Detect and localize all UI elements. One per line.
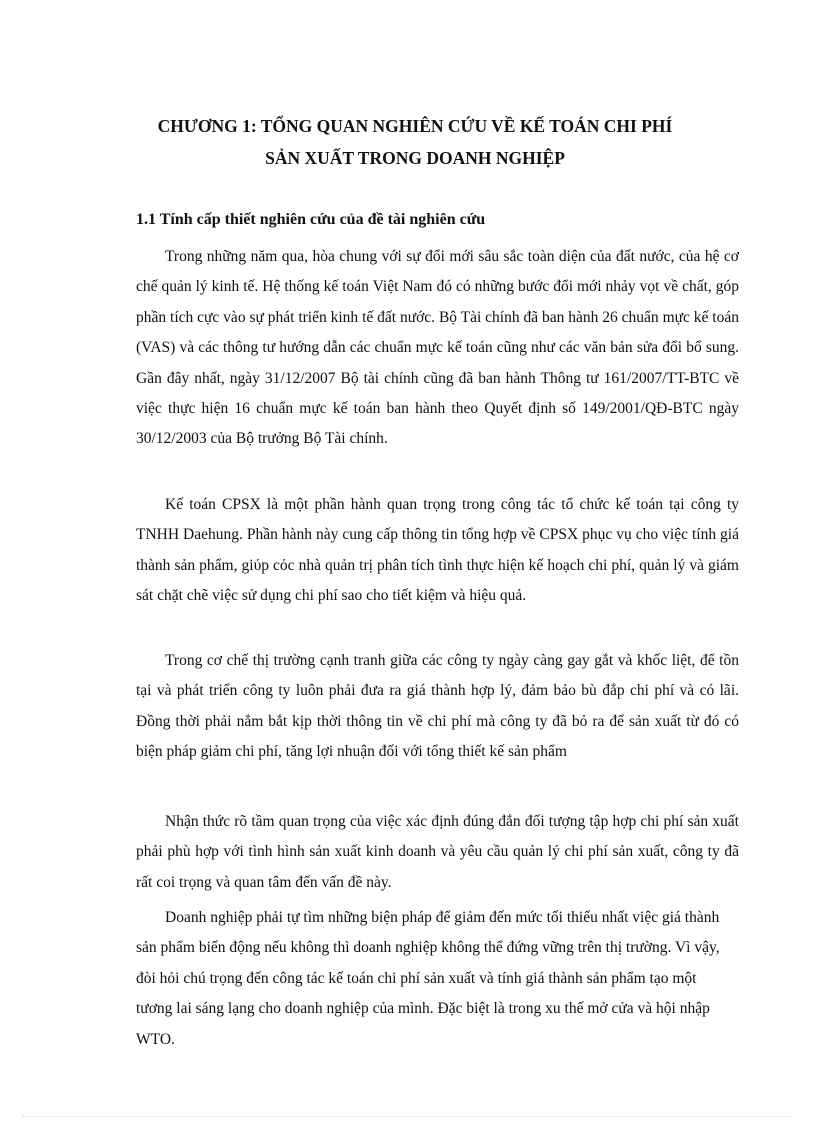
body-paragraph: Doanh nghiệp phải tự tìm những biện pháp để giảm đến mức tối thiểu nhất việc giá thành sản phẩm biến động nếu không thì doanh nghiệp không thể đứng vững trên thị trường. Vì vậy, đòi hỏi chú trọng đến công tác kế toán chi phí sản xuất và tính giá thành sản phẩm tạo một tương lai sáng lạng cho doanh nghiệp của mình. Đặc biệt là trong xu thế mở cửa và hội nhập WTO.: [136, 909, 720, 1048]
section-heading: 1.1 Tính cấp thiết nghiên cứu của đề tài nghiên cứu: [136, 211, 486, 228]
body-paragraph: Kế toán CPSX là một phần hành quan trọng trong công tác tổ chức kế toán tại công ty TNHH Daehung. Phần hành này cung cấp thông tin tổng hợp về CPSX phục vụ cho việc tính giá thành sản phẩm, giύp cόc nhà quản trị phân tích tình thực hiện kế hoạch chi phí, quản lý và giám sát chặt chẽ việc sử dụng chi phí sao cho tiết kiệm và hiệu quả.: [136, 496, 739, 605]
page-bottom-divider: [22, 1116, 794, 1117]
body-paragraph: Trong những năm qua, hòa chung với sự đổi mới sâu sắc toàn diện của đất nước, của hệ cơ chế quản lý kinh tế. Hệ thống kế toán Việt Nam đó có những bước đổi mới nhảy vọt về chất, góp phần tích cực vào sự phát triển kinh tế đất nước. Bộ Tài chính đã ban hành 26 chuẩn mực kế toán (VAS) và các thông tư hướng dẫn các chuẩn mực kế toán cũng như các văn bản sửa đổi bổ sung. Gần đây nhất, ngày 31/12/2007 Bộ tài chính cũng đã ban hành Thông tư 161/2007/TT-BTC về việc thực hiện 16 chuẩn mực kế toán ban hành theo Quyết định số 149/2001/QĐ-BTC ngày 30/12/2003 của Bộ trưởng Bộ Tài chính.: [136, 248, 739, 448]
chapter-title-line-1: CHƯƠNG 1: TỔNG QUAN NGHIÊN CỨU VỀ KẾ TOÁN CHI PHÍ: [157, 116, 673, 136]
body-paragraph: Nhận thức rõ tầm quan trọng của việc xác định đúng đắn đối tượng tập hợp chi phí sản xuất phải phù hợp với tình hình sản xuất kinh doanh và yêu cầu quản lý chi phí sản xuất, công ty đã rất coi trọng và quan tâm đến vấn đề này.: [136, 813, 739, 891]
body-paragraph: Trong cơ chế thị trường cạnh tranh giữa các công ty ngày càng gay gắt và khốc liệt, để tồn tại và phát triển công ty luôn phải đưa ra giá thành hợp lý, đảm bảo bù đắp chi phí và có lãi. Đồng thời phải nắm bắt kịp thời thông tin về chi phí mà công ty đã bỏ ra để sản xuất từ đó có biện pháp giảm chi phí, tăng lợi nhuận đối với tổng thiết kế sản phẩm: [136, 652, 739, 761]
chapter-title-line-2: SẢN XUẤT TRONG DOANH NGHIỆP: [265, 148, 565, 168]
